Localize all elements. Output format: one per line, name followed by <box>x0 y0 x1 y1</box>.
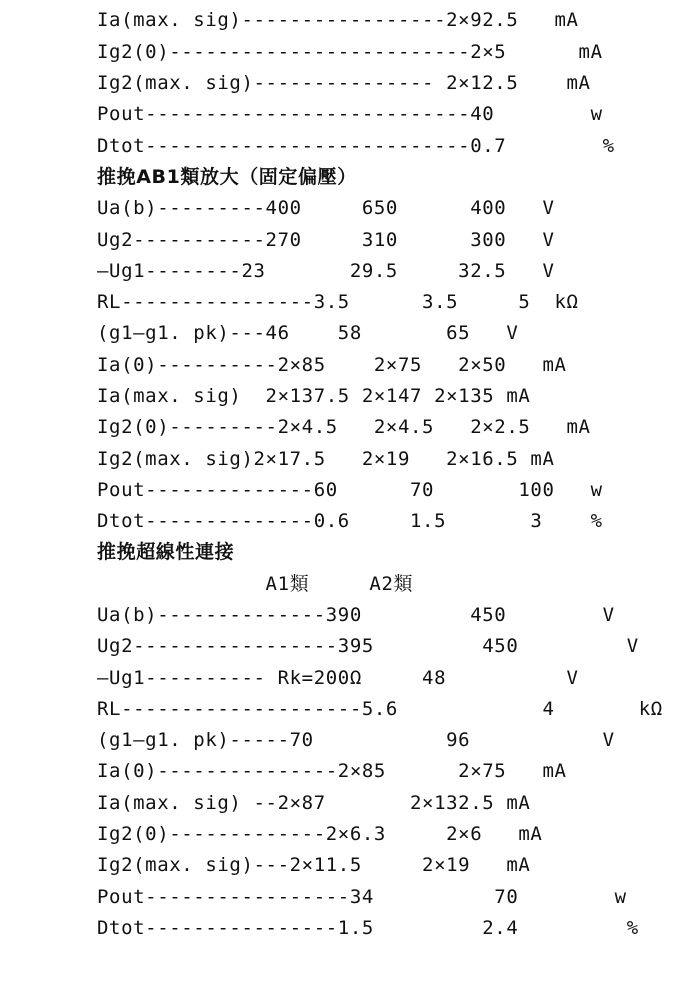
line-ia-zero-ul: Ia(0)---------------2×85 2×75 mA <box>97 760 567 782</box>
line-ia-zero: Ia(0)----------2×85 2×75 2×50 mA <box>97 354 567 376</box>
column-header-classes: A1類 A2類 <box>97 573 414 595</box>
line-ug1: —Ug1--------23 29.5 32.5 V <box>97 260 555 282</box>
line-rl-ul: RL--------------------5.6 4 kΩ <box>97 698 663 720</box>
line-pout-ab1: Pout--------------60 70 100 w <box>97 479 603 501</box>
line-ig2-max-sig-ul: Ig2(max. sig)---2×11.5 2×19 mA <box>97 854 531 876</box>
line-ug1-ul: —Ug1---------- Rk=200Ω 48 V <box>97 667 579 689</box>
line-ig2-zero-ab1: Ig2(0)---------2×4.5 2×4.5 2×2.5 mA <box>97 416 591 438</box>
line-ua-b: Ua(b)---------400 650 400 V <box>97 197 555 219</box>
line-dtot-ab1: Dtot--------------0.6 1.5 3 % <box>97 510 603 532</box>
line-g1-g1-pk-ul: (g1—g1. pk)-----70 96 V <box>97 729 615 751</box>
line-ug2-ul: Ug2-----------------395 450 V <box>97 635 639 657</box>
line-dtot-ul: Dtot----------------1.5 2.4 % <box>97 917 639 939</box>
line-ia-max-sig-ul: Ia(max. sig) --2×87 2×132.5 mA <box>97 792 531 814</box>
line-ig2-max-sig: Ig2(max. sig)--------------- 2×12.5 mA <box>97 72 591 94</box>
line-ug2: Ug2-----------270 310 300 V <box>97 229 555 251</box>
section-heading-ab1: 推挽AB1類放大（固定偏壓） <box>97 166 357 188</box>
line-ig2-zero-ul: Ig2(0)-------------2×6.3 2×6 mA <box>97 823 543 845</box>
line-ig2-zero: Ig2(0)-------------------------2×5 mA <box>97 41 603 63</box>
line-ia-max-sig-ab1: Ia(max. sig) 2×137.5 2×147 2×135 mA <box>97 385 531 407</box>
line-pout-ul: Pout-----------------34 70 w <box>97 886 627 908</box>
section-heading-ultralinear: 推挽超線性連接 <box>97 541 235 563</box>
line-ig2-max-sig-ab1: Ig2(max. sig)2×17.5 2×19 2×16.5 mA <box>97 448 555 470</box>
line-pout: Pout---------------------------40 w <box>97 103 603 125</box>
line-rl: RL----------------3.5 3.5 5 kΩ <box>97 291 579 313</box>
line-ia-max-sig: Ia(max. sig)-----------------2×92.5 mA <box>97 9 579 31</box>
line-g1-g1-pk: (g1—g1. pk)---46 58 65 V <box>97 322 519 344</box>
line-ua-b-ul: Ua(b)--------------390 450 V <box>97 604 615 626</box>
line-dtot: Dtot---------------------------0.7 % <box>97 135 615 157</box>
